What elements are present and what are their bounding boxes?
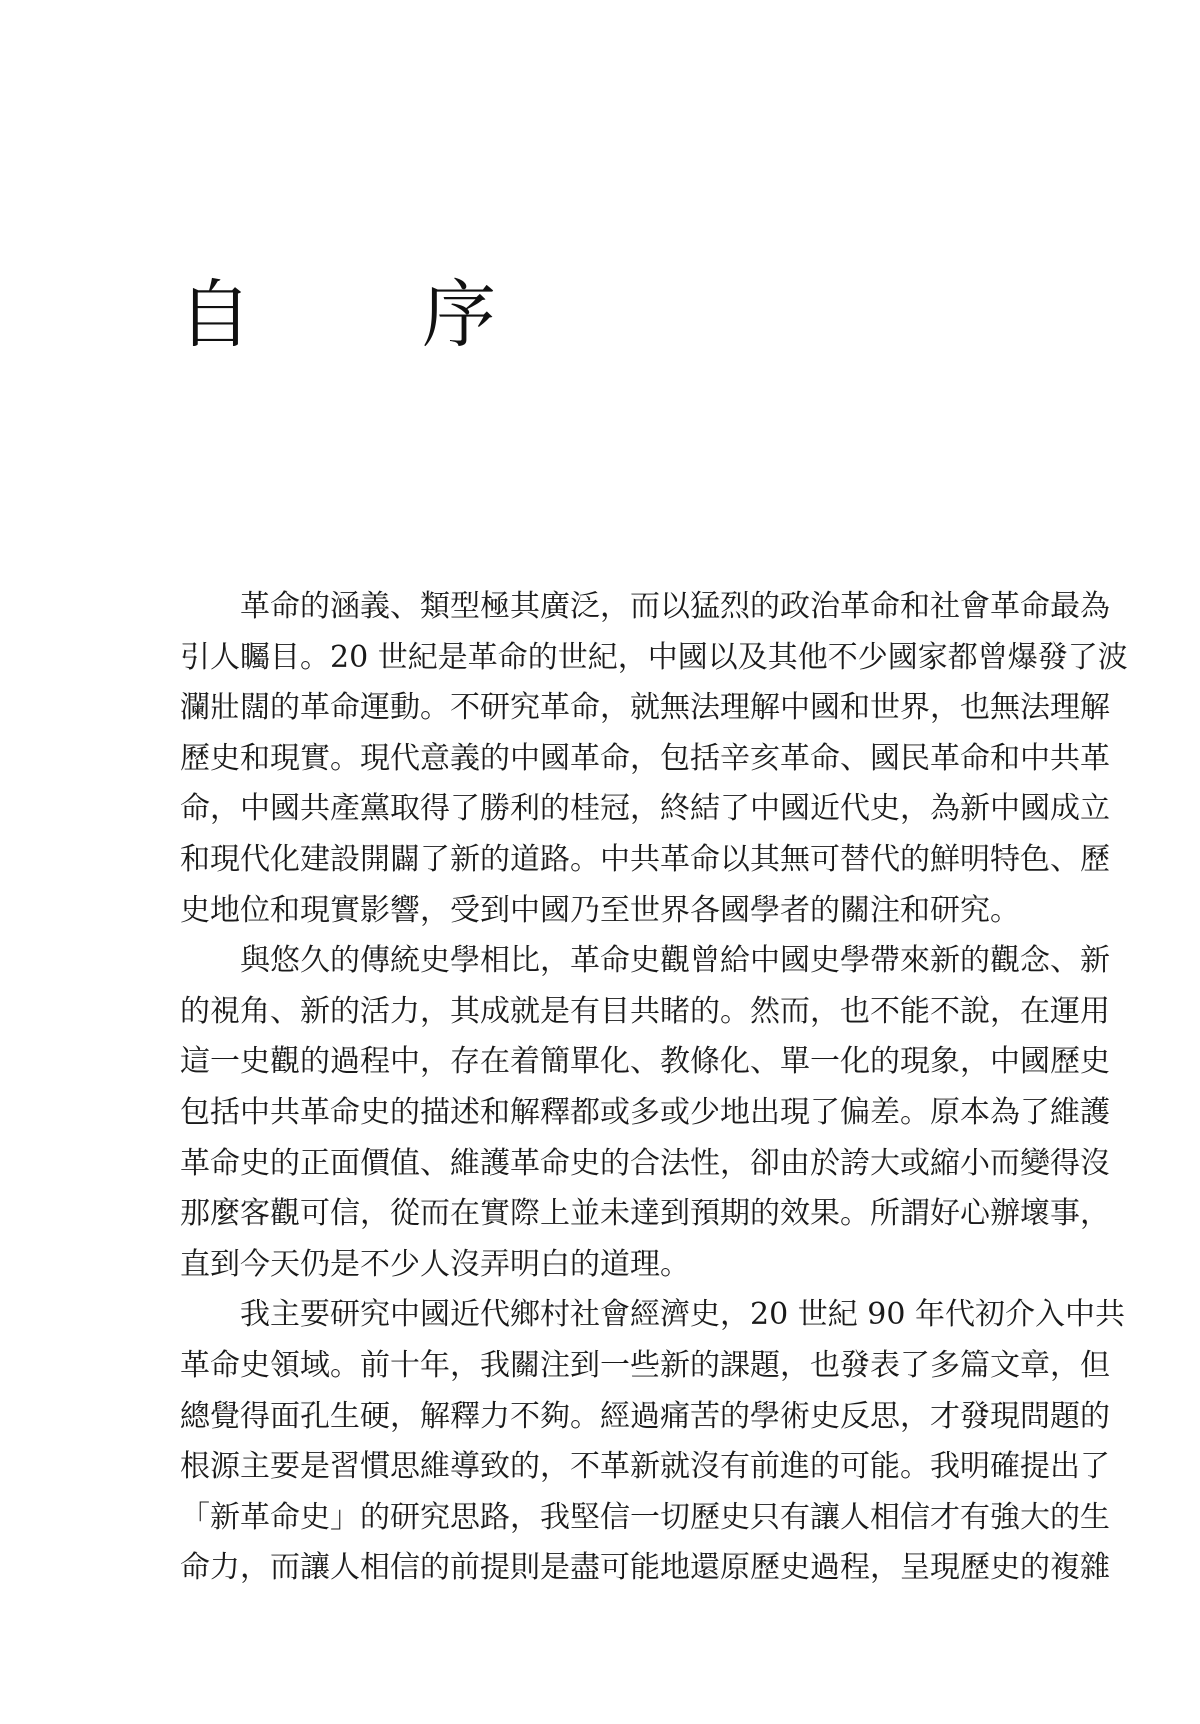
paragraph-2-line: 那麼客觀可信，從而在實際上並未達到預期的效果。所謂好心辦壞事， xyxy=(180,1196,1110,1232)
body-text xyxy=(180,582,1128,1594)
page-title: 自 序 xyxy=(178,271,544,358)
paragraph-2-line: 這一史觀的過程中，存在着簡單化、教條化、單一化的現象，中國歷史 xyxy=(180,1044,1110,1080)
paragraph-1-line: 和現代化建設開闢了新的道路。中共革命以其無可替代的鮮明特色、歷 xyxy=(180,841,1110,877)
paragraph-3-line: 我主要研究中國近代鄉村社會經濟史，20 世紀 90 年代初介入中共 xyxy=(240,1297,1125,1333)
paragraph-2-line: 革命史的正面價值、維護革命史的合法性，卻由於誇大或縮小而變得沒 xyxy=(180,1145,1110,1181)
paragraph-3-line: 命力，而讓人相信的前提則是盡可能地還原歷史過程，呈現歷史的複雜 xyxy=(180,1550,1110,1586)
paragraph-1-line: 歷史和現實。現代意義的中國革命，包括辛亥革命、國民革命和中共革 xyxy=(180,740,1110,776)
paragraph-2-line: 包括中共革命史的描述和解釋都或多或少地出現了偏差。原本為了維護 xyxy=(180,1094,1110,1130)
paragraph-1-line: 命，中國共產黨取得了勝利的桂冠，終結了中國近代史，為新中國成立 xyxy=(180,791,1110,827)
paragraph-3-line: 「新革命史」的研究思路，我堅信一切歷史只有讓人相信才有強大的生 xyxy=(180,1499,1110,1535)
paragraph-1-line: 革命的涵義、類型極其廣泛，而以猛烈的政治革命和社會革命最為 xyxy=(240,589,1110,624)
paragraph-3-line: 革命史領域。前十年，我關注到一些新的課題，也發表了多篇文章，但 xyxy=(180,1347,1110,1383)
paragraph-2-line: 的視角、新的活力，其成就是有目共睹的。然而，也不能不說，在運用 xyxy=(180,993,1110,1029)
paragraph-2-line: 與悠久的傳統史學相比，革命史觀曾給中國史學帶來新的觀念、新 xyxy=(240,943,1110,979)
paragraph-3-line: 總覺得面孔生硬，解釋力不夠。經過痛苦的學術史反思，才發現問題的 xyxy=(180,1398,1110,1434)
paragraph-3-line: 根源主要是習慣思維導致的，不革新就沒有前進的可能。我明確提出了 xyxy=(180,1449,1110,1485)
paragraph-1-line: 引人矚目。20 世紀是革命的世紀，中國以及其他不少國家都曾爆發了波 xyxy=(180,639,1128,675)
paragraph-1-line: 史地位和現實影響，受到中國乃至世界各國學者的關注和研究。 xyxy=(180,892,1020,928)
paragraph-2-line: 直到今天仍是不少人沒弄明白的道理。 xyxy=(180,1246,690,1282)
paragraph-1-line: 瀾壯闊的革命運動。不研究革命，就無法理解中國和世界，也無法理解 xyxy=(180,690,1110,726)
